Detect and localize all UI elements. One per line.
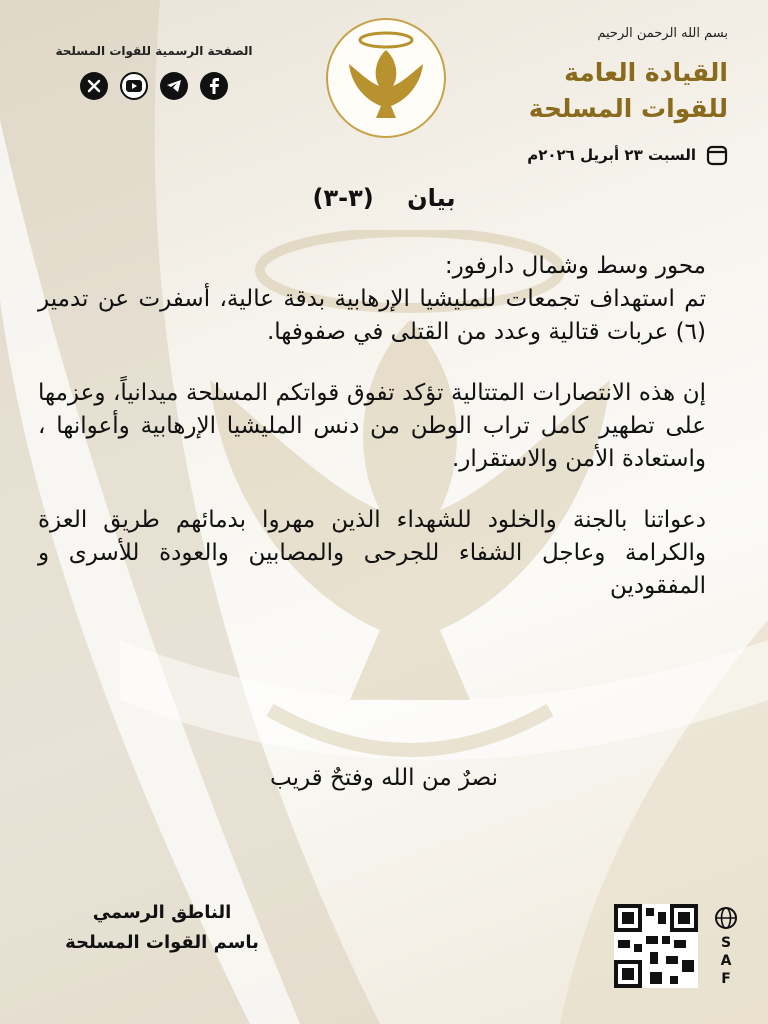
qr-code[interactable]: [614, 904, 698, 988]
facebook-icon[interactable]: [200, 72, 228, 100]
telegram-icon[interactable]: [160, 72, 188, 100]
social-icons-row: [44, 72, 264, 100]
basmala: بسم الله الرحمن الرحيم: [597, 26, 728, 41]
official-page-label: الصفحة الرسمية للقوات المسلحة: [55, 44, 253, 58]
org-name-line1: القيادة العامة: [564, 58, 728, 87]
statement-title-word: بيان: [407, 184, 456, 212]
spokesperson-signature: [34, 898, 290, 958]
statement-body: [38, 250, 706, 631]
paragraph-3: دعواتنا بالجنة والخلود للشهداء الذين مهروا بدمائهم طريق العزة والكرامة وعاجل الشفاء للجرحى والمصابين والعودة للأسرى و المفقودين: [38, 507, 706, 599]
statement-title: [0, 184, 768, 212]
date-row: [527, 144, 728, 166]
header-org-block: [488, 26, 728, 127]
closing-phrase: نصرٌ من الله وفتحٌ قريب: [269, 765, 498, 791]
org-name: [488, 55, 728, 127]
x-icon[interactable]: [80, 72, 108, 100]
spokesperson-line1: الناطق الرسمي: [92, 902, 232, 923]
statement-date: السبت ٢٣ أبريل ٢٠٢٦م: [527, 146, 696, 164]
saf-letter: F: [721, 971, 731, 987]
org-name-line2: للقوات المسلحة: [528, 94, 728, 123]
paragraph-1: تم استهداف تجمعات للمليشيا الإرهابية بدقة عالية، أسفرت عن تدمير (٦) عربات قتالية وعدد من القتلى في صفوفها.: [38, 286, 706, 345]
social-block: [44, 44, 264, 100]
calendar-icon: [706, 144, 728, 166]
saf-logo: [326, 18, 446, 138]
spokesperson-line2: باسم القوات المسلحة: [65, 932, 259, 953]
saf-mark: [712, 906, 740, 988]
saf-letter: S: [720, 935, 732, 951]
saf-letter: A: [720, 953, 732, 969]
eagle-emblem-icon: [343, 30, 429, 126]
axis-heading: محور وسط وشمال دارفور:: [444, 253, 706, 279]
globe-icon: [714, 906, 738, 930]
statement-number: (٣-٣): [312, 184, 374, 212]
paragraph-2: إن هذه الانتصارات المتتالية تؤكد تفوق قواتكم المسلحة ميدانياً، وعزمها على تطهير كامل تراب الوطن من دنس المليشيا الإرهابية وأعوانها ، واستعادة الأمن والاستقرار.: [38, 380, 706, 472]
youtube-icon[interactable]: [120, 72, 148, 100]
